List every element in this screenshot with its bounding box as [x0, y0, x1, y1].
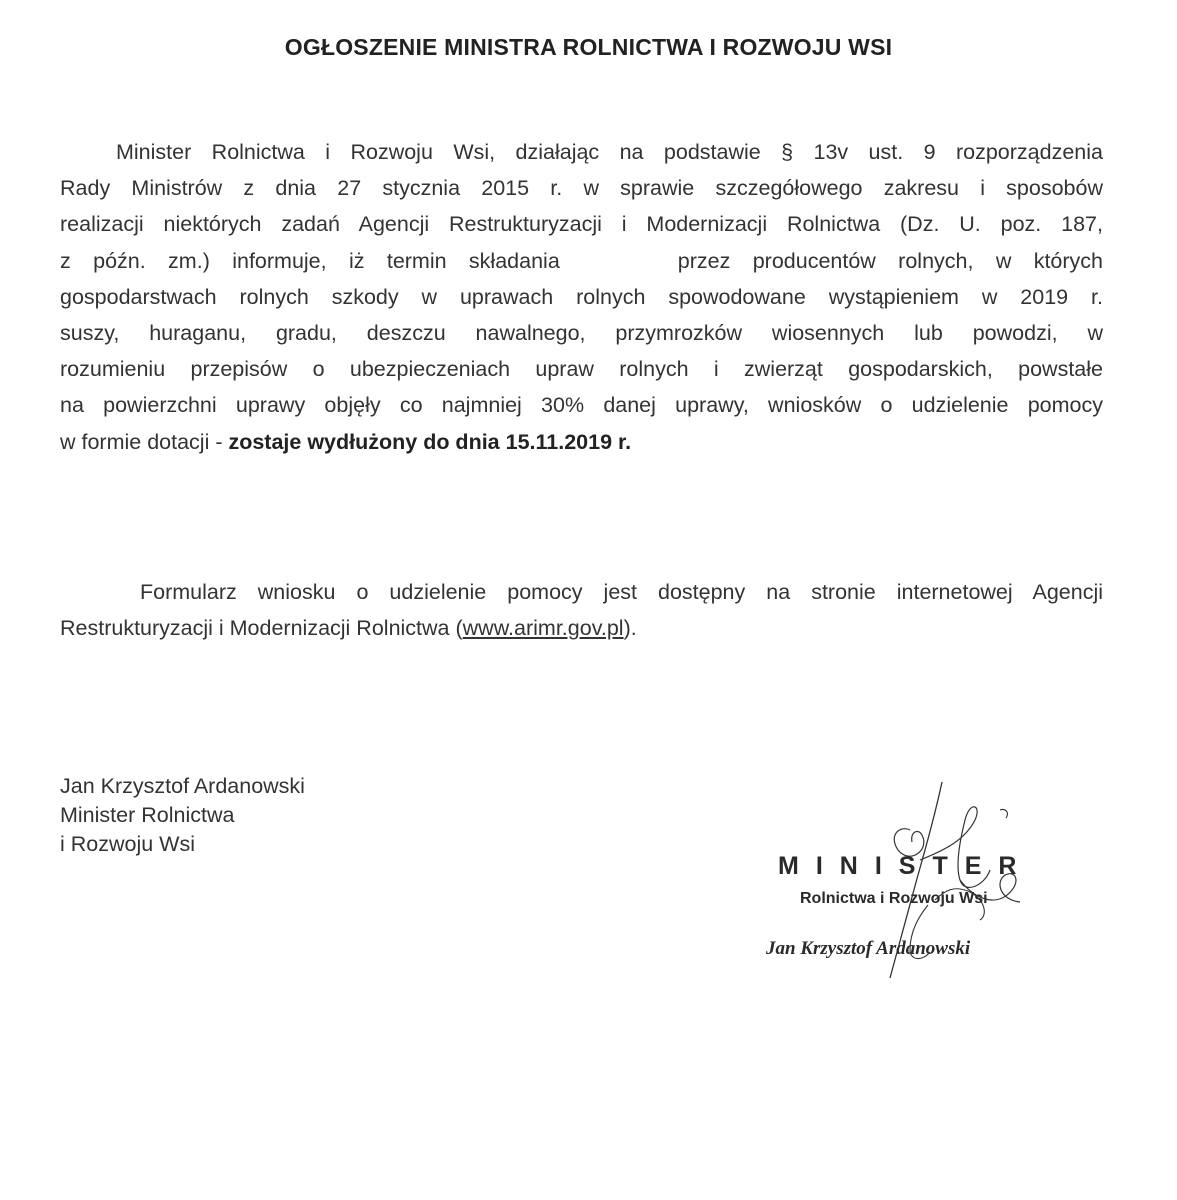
paragraph-text: w formie dotacji - [60, 429, 229, 454]
paragraph-line: na powierzchni uprawy objęły co najmniej 30% danej uprawy, wniosków o udzielenie pomocy [60, 393, 1103, 418]
paragraph-line [60, 574, 1103, 610]
official-stamp [760, 780, 1080, 980]
signer-block [60, 772, 305, 859]
arimr-website-link[interactable]: www.arimr.gov.pl [462, 616, 624, 641]
paragraph-line: Rady Ministrów z dnia 27 stycznia 2015 r. w sprawie szczegółowego zakresu i sposobów [60, 176, 1103, 201]
paragraph-text: przez producentów rolnych, w których [677, 248, 1103, 273]
form-info-paragraph [60, 574, 1103, 646]
stamp-title: MINISTER [778, 852, 1034, 880]
paragraph-line [60, 134, 1103, 170]
stamp-name: Jan Krzysztof Ardanowski [766, 938, 971, 959]
announcement-paragraph [60, 134, 1103, 460]
paragraph-line: realizacji niektórych zadań Agencji Restrukturyzacji i Modernizacji Rolnictwa (Dz. U. poz. 187, [60, 212, 1103, 237]
paragraph-line [60, 610, 1103, 646]
paragraph-text: z późn. zm.) informuje, iż termin składania [60, 248, 560, 273]
paragraph-line [60, 424, 1103, 460]
paragraph-line: rozumieniu przepisów o ubezpieczeniach upraw rolnych i zwierząt gospodarskich, powstałe [60, 357, 1103, 382]
paragraph-text: Minister Rolnictwa i Rozwoju Wsi, działając na podstawie § 13v ust. 9 rozporządzenia [116, 140, 1103, 164]
paragraph-text: Restrukturyzacji i Modernizacji Rolnictwa ( [60, 616, 463, 641]
signer-role: Minister Rolnictwa [60, 803, 235, 827]
signer-name: Jan Krzysztof Ardanowski [60, 774, 305, 798]
paragraph-line: gospodarstwach rolnych szkody w uprawach rolnych spowodowane wystąpieniem w 2019 r. [60, 284, 1103, 309]
paragraph-text: Formularz wniosku o udzielenie pomocy jest dostępny na stronie internetowej Agencji [140, 580, 1103, 604]
paragraph-line: suszy, huraganu, gradu, deszczu nawalnego, przymrozków wiosennych lub powodzi, w [60, 321, 1103, 346]
paragraph-text: ). [623, 616, 637, 641]
signer-role: i Rozwoju Wsi [60, 832, 195, 856]
document-title: OGŁOSZENIE MINISTRA ROLNICTWA I ROZWOJU WSI [284, 34, 893, 60]
paragraph-line [60, 243, 1103, 279]
stamp-subtitle: Rolnictwa i Rozwoju Wsi [800, 890, 988, 907]
deadline-text: zostaje wydłużony do dnia 15.11.2019 r. [228, 429, 632, 454]
